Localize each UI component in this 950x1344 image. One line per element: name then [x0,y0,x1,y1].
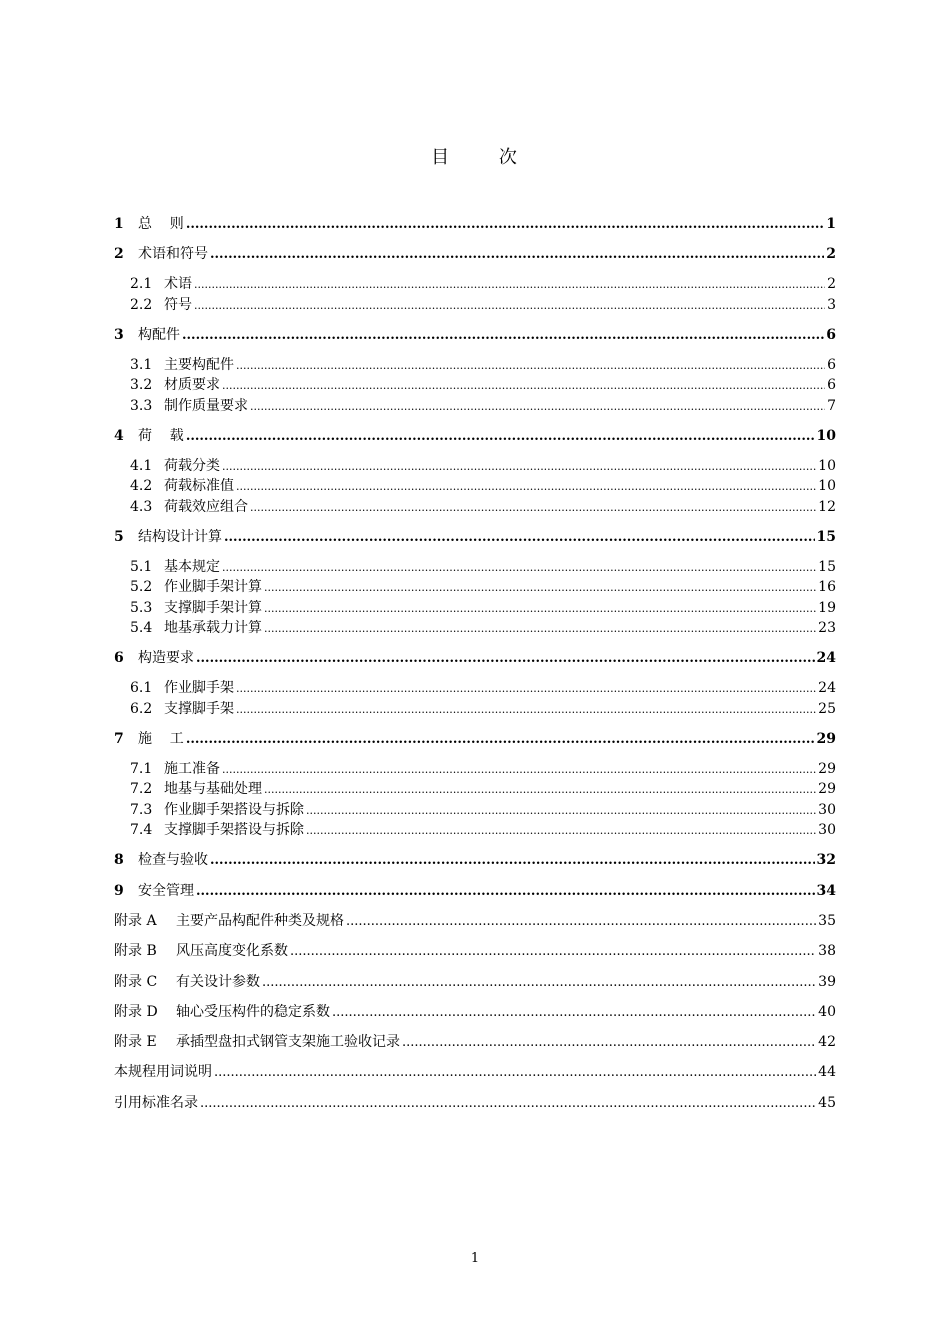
toc-entry[interactable] [114,911,836,932]
toc-entry[interactable] [130,456,836,477]
toc-entry-number: 4.3 [130,498,153,515]
toc-entry-number: 附录 C [114,973,158,990]
toc-leader-dots [250,497,816,518]
toc-entry-number: 6.1 [130,680,153,697]
toc-entry-page: 30 [818,822,836,839]
toc-entry-number: 8 [114,852,124,869]
toc-entry-number: 2 [114,246,124,263]
toc-leader-dots [264,779,816,800]
toc-entry-label: 荷载标准值 [164,478,234,495]
toc-entry[interactable] [114,214,836,235]
toc-title [0,143,950,169]
toc-entry-number: 5.4 [130,620,153,637]
toc-entry-page: 40 [818,1003,836,1020]
toc-entry[interactable] [114,527,836,548]
toc-leader-dots [194,295,825,316]
toc-entry-number: 3.2 [130,377,153,394]
toc-entry-number: 6 [114,650,124,667]
toc-entry-number: 2.1 [130,276,153,293]
toc-leader-dots [290,941,816,962]
toc-entry[interactable] [130,355,836,376]
toc-title-char-2: 次 [498,147,519,168]
toc-leader-dots [402,1032,816,1053]
toc-entry-label: 荷 载 [138,427,184,444]
toc-entry[interactable] [114,941,836,962]
toc-leader-dots [224,527,815,548]
toc-entry[interactable] [114,325,836,346]
toc-leader-dots [236,355,825,376]
toc-entry-number: 附录 B [114,943,157,960]
toc-entry[interactable] [130,497,836,518]
toc-entry-page: 2 [826,246,836,263]
toc-entry-number: 7 [114,730,124,747]
toc-entry[interactable] [130,820,836,841]
toc-entry-number: 2.2 [130,296,153,313]
toc-entry-page: 42 [818,1034,836,1051]
toc-entry-label: 检查与验收 [138,852,208,869]
toc-leader-dots [236,476,816,497]
toc-entry-label: 本规程用词说明 [114,1064,212,1081]
toc-entry[interactable] [130,779,836,800]
toc-entry-page: 25 [818,700,836,717]
toc-entry-page: 6 [827,356,836,373]
toc-entry[interactable] [114,1093,836,1114]
toc-entry-page: 6 [826,326,836,343]
toc-leader-dots [262,972,816,993]
toc-leader-dots [196,648,815,669]
toc-entry-label: 主要构配件 [164,356,234,373]
toc-entry-label: 承插型盘扣式钢管支架施工验收记录 [176,1034,400,1051]
toc-entry-number: 4 [114,427,124,444]
toc-entry-label: 地基与基础处理 [164,781,262,798]
toc-leader-dots [222,557,816,578]
toc-entry-page: 29 [816,730,836,747]
toc-entry[interactable] [130,577,836,598]
toc-entry-page: 12 [818,498,836,515]
toc-leader-dots [186,729,815,750]
toc-entry-number: 7.4 [130,822,153,839]
toc-entry[interactable] [130,396,836,417]
toc-entry-label: 构配件 [138,326,180,343]
toc-entry-number: 附录 E [114,1034,157,1051]
toc-entry-number: 1 [114,216,124,232]
toc-entry-number: 4.1 [130,457,153,474]
toc-entry-label: 安全管理 [138,882,194,899]
toc-entry[interactable] [130,759,836,780]
toc-entry-label: 作业脚手架计算 [164,579,262,596]
toc-entry-page: 10 [818,478,836,495]
toc-entry-page: 10 [818,457,836,474]
toc-entry-number: 5.3 [130,599,153,616]
toc-entry-number: 9 [114,882,124,899]
toc-leader-dots [306,820,816,841]
toc-entry-page: 45 [818,1094,836,1111]
toc-entry-label: 轴心受压构件的稳定系数 [176,1003,330,1020]
toc-entry[interactable] [130,375,836,396]
toc-entry-number: 附录 D [114,1003,158,1020]
toc-entry[interactable] [130,800,836,821]
toc-entry-label: 施 工 [138,730,184,747]
toc-leader-dots [222,375,825,396]
toc-entry-label: 术语 [164,276,192,293]
toc-entry-page: 23 [818,620,836,637]
toc-entry-label: 结构设计计算 [138,528,222,545]
toc-entry-number: 5 [114,528,124,545]
toc-entry[interactable] [130,678,836,699]
toc-entry-number: 3.3 [130,397,153,414]
toc-entry-number: 7.3 [130,801,153,818]
toc-entry-page: 32 [816,852,836,869]
toc-entry-page: 3 [827,296,836,313]
toc-entry-page: 19 [818,599,836,616]
toc-entry[interactable] [114,881,836,902]
toc-entry-page: 1 [826,216,836,232]
toc-leader-dots [196,881,815,902]
toc-entry-number: 7.1 [130,760,153,777]
toc-entry-label: 引用标准名录 [114,1094,198,1111]
toc-leader-dots [346,911,816,932]
toc-entry-label: 荷载效应组合 [164,498,248,515]
toc-entry-number: 3 [114,326,124,343]
toc-entry[interactable] [114,972,836,993]
toc-entry-page: 44 [818,1064,836,1081]
toc-entry[interactable] [130,618,836,639]
toc-entry-number: 5.1 [130,558,153,575]
toc-leader-dots [194,274,825,295]
toc-title-char-1: 目 [431,147,452,168]
toc-entry[interactable] [114,729,836,750]
toc-leader-dots [236,678,816,699]
toc-entry-page: 30 [818,801,836,818]
toc-entry-page: 15 [818,558,836,575]
toc-entry-label: 制作质量要求 [164,397,248,414]
toc-entry-label: 主要产品构配件种类及规格 [176,912,344,929]
toc-leader-dots [182,325,824,346]
toc-entry-label: 荷载分类 [164,457,220,474]
toc-entry[interactable] [114,850,836,871]
page-number: 1 [470,1251,480,1266]
toc-entry-label: 支撑脚手架计算 [164,599,262,616]
toc-entry[interactable] [114,1062,836,1083]
toc-leader-dots [264,598,816,619]
toc-leader-dots [186,426,815,447]
toc-leader-dots [332,1002,816,1023]
toc-leader-dots [210,850,815,871]
toc-entry-label: 风压高度变化系数 [176,943,288,960]
toc-entry[interactable] [114,1032,836,1053]
toc-leader-dots [210,244,824,265]
toc-entry[interactable] [114,244,836,265]
toc-entry-label: 符号 [164,296,192,313]
toc-entry[interactable] [130,699,836,720]
toc-entry-number: 7.2 [130,781,153,798]
toc-entry-page: 6 [827,377,836,394]
toc-entry-page: 34 [816,882,836,899]
toc-entry-number: 3.1 [130,356,153,373]
toc-entry-label: 作业脚手架 [164,680,234,697]
toc-entry-label: 施工准备 [164,760,220,777]
toc-leader-dots [306,800,816,821]
toc-entry-label: 基本规定 [164,558,220,575]
toc-entry-label: 有关设计参数 [176,973,260,990]
toc-entry-page: 15 [816,528,836,545]
toc-entry-label: 总 则 [138,216,184,232]
toc-entry-label: 支撑脚手架搭设与拆除 [164,822,304,839]
toc-entry-number: 6.2 [130,700,153,717]
toc-entry-page: 10 [816,427,836,444]
toc-leader-dots [264,618,816,639]
toc-leader-dots [222,759,816,780]
toc-leader-dots [214,1062,816,1083]
toc-entry[interactable] [114,1002,836,1023]
toc-entry-page: 29 [818,781,836,798]
toc-entry-number: 附录 A [114,912,157,929]
toc-entry-page: 24 [816,650,836,667]
toc-leader-dots [186,214,824,235]
toc-entry-page: 39 [818,973,836,990]
toc-entry-number: 4.2 [130,478,153,495]
toc-entry-page: 29 [818,760,836,777]
toc-entry[interactable] [114,648,836,669]
toc-leader-dots [222,456,816,477]
toc-entry[interactable] [130,557,836,578]
toc-leader-dots [264,577,816,598]
toc-leader-dots [236,699,816,720]
toc-entry-label: 构造要求 [138,650,194,667]
toc-entry-page: 24 [818,680,836,697]
toc-entry-label: 地基承载力计算 [164,620,262,637]
toc-entry-page: 35 [818,912,836,929]
toc-entry-page: 7 [827,397,836,414]
toc-entry[interactable] [130,274,836,295]
toc-entry[interactable] [130,598,836,619]
toc-leader-dots [200,1093,816,1114]
toc-entry-label: 术语和符号 [138,246,208,263]
toc-entry[interactable] [130,295,836,316]
toc-leader-dots [250,396,825,417]
toc-entry-page: 2 [827,276,836,293]
toc-entry-label: 作业脚手架搭设与拆除 [164,801,304,818]
toc-entry-label: 材质要求 [164,377,220,394]
toc-entry-page: 16 [818,579,836,596]
toc-entry[interactable] [130,476,836,497]
toc-entry-label: 支撑脚手架 [164,700,234,717]
toc-entry-number: 5.2 [130,579,153,596]
toc-entry[interactable] [114,426,836,447]
toc-entry-page: 38 [818,943,836,960]
